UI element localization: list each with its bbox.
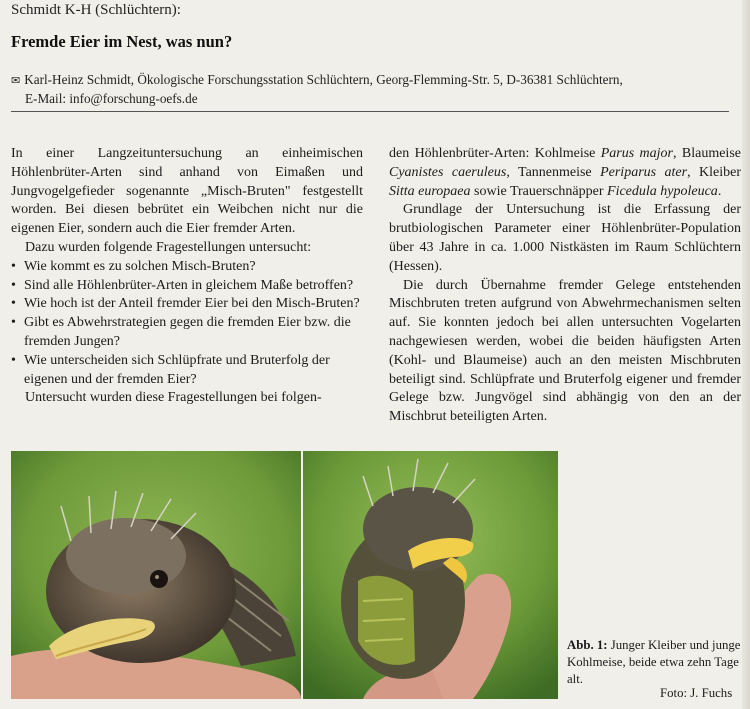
bullet-item: • Wie hoch ist der Anteil fremder Eier bei den Misch-Bruten? xyxy=(11,295,363,314)
bullet-icon: • xyxy=(11,277,16,293)
left-column xyxy=(11,145,363,408)
author-line: Schmidt K-H (Schlüchtern): xyxy=(11,2,181,18)
bullet-icon: • xyxy=(11,352,16,368)
affiliation-line-1: Karl-Heinz Schmidt, Ökologische Forschungsstation Schlüchtern, Georg-Flemming-Str. 5, D-36381 Schlüchtern, xyxy=(24,72,623,87)
bullet-item: • Sind alle Höhlenbrüter-Arten in gleichem Maße betroffen? xyxy=(11,277,363,296)
article-title: Fremde Eier im Nest, was nun? xyxy=(11,32,233,51)
bullet-icon: • xyxy=(11,315,16,331)
right-column xyxy=(389,145,741,427)
bullet-icon: • xyxy=(11,296,16,312)
right-paragraph-2: Grundlage der Untersuchung ist die Erfassung der brutbiologischen Parameter einer Höhlenbrüter-Population über 43 Jahre in ca. 1.000 Nistkästen im Raum Schlüchtern (Hessen). xyxy=(389,202,741,274)
affiliation xyxy=(11,71,731,108)
bullet-item: • Gibt es Abwehrstrategien gegen die fremden Eier bzw. die fremden Jungen? xyxy=(11,314,363,352)
left-paragraph-2: Dazu wurden folgende Fragestellungen untersucht: xyxy=(25,239,312,255)
bullet-item: • Wie unterscheiden sich Schlüpfrate und Bruterfolg der eigenen und der fremden Eier? xyxy=(11,352,363,390)
great-tit-chick-photo xyxy=(303,451,558,699)
right-paragraph-1: den Höhlenbrüter-Arten: Kohlmeise Parus major, Blaumeise Cyanistes caeruleus, Tannenmeise Periparus ater, Kleiber Sitta europaea sowie Trauerschnäpper Ficedula hypoleuca. xyxy=(389,146,742,199)
header-rule xyxy=(11,111,729,112)
caption-label: Abb. 1: xyxy=(567,638,608,652)
nuthatch-chick-photo xyxy=(11,451,301,699)
page-edge xyxy=(742,0,750,709)
affiliation-email: E-Mail: info@forschung-oefs.de xyxy=(25,91,198,106)
bullet-icon: • xyxy=(11,258,16,274)
photo-credit: Foto: J. Fuchs xyxy=(660,686,733,700)
right-paragraph-3: Die durch Übernahme fremder Gelege entstehenden Mischbruten treten aufgrund von Abwehrmechanismen selten auf. Sie konnten jedoch bei allen untersuchten Vogelarten nachgewiesen werden, wobei die beiden häufigsten Arten (Kohl- und Blaumeise) auch an den meisten Mischbruten beteiligt sind. Schlüpfrate und Bruterfolg eigener und fremder Gelege bzw. Jungvögel sind abhängig von den an der Mischbrut beteiligten Arten. xyxy=(389,277,741,425)
caption-text: Junger Kleiber und junge Kohlmeise, beide etwa zehn Tage alt. xyxy=(567,638,741,686)
left-paragraph-3: Untersucht wurden diese Fragestellungen bei folgen- xyxy=(25,390,322,406)
left-paragraph-1: In einer Langzeituntersuchung an einheimischen Höhlenbrüter-Arten sind anhand von Eimaßen und Jungvogelgefieder sogenannte „Misch-Bruten" festgestellt worden. Bei diesen bebrütet ein Weibchen nicht nur die eigenen Eier, sondern auch die Eier fremder Arten. xyxy=(11,146,363,237)
envelope-icon: ✉ xyxy=(11,75,21,87)
bullet-item: • Wie kommt es zu solchen Misch-Bruten? xyxy=(11,258,363,277)
figure-caption xyxy=(567,637,745,688)
